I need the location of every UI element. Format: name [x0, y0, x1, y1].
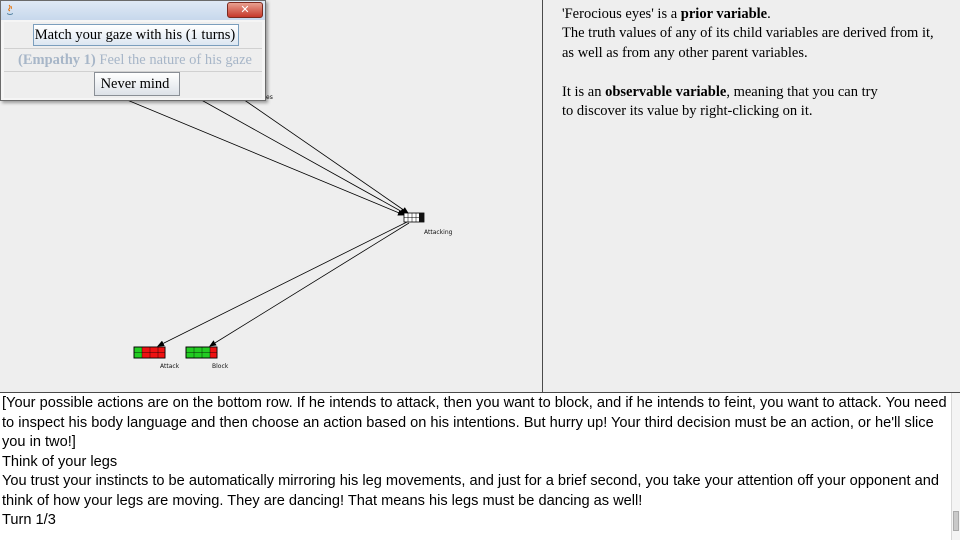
log-line-action-result: You trust your instincts to be automatically mirroring his leg movements, and just for a brief second, you take your attention off your opponent and think of how your legs are moving. They are dancing! That means his legs must be dancing as well! — [2, 473, 939, 509]
log-scrollbar-thumb[interactable] — [953, 511, 959, 531]
popup-titlebar[interactable] — [1, 1, 265, 20]
log-line-turn-counter: Turn 1/3 — [2, 512, 56, 528]
log-scrollbar[interactable] — [951, 393, 960, 540]
node-label-attack: Attack — [160, 363, 180, 370]
info-panel — [543, 0, 960, 392]
option-match-gaze-button[interactable]: Match your gaze with his (1 turns) — [7, 24, 263, 46]
node-block[interactable] — [186, 347, 217, 358]
node-attack[interactable] — [134, 347, 165, 358]
action-popup — [0, 0, 266, 101]
node-label-block: Block — [212, 363, 229, 370]
info-line-4: It is an observable variable, meaning that you can try — [562, 84, 878, 100]
empathy-requirement: (Empathy 1) — [18, 52, 96, 68]
java-icon — [5, 4, 15, 16]
edge-attacking-block — [210, 223, 409, 346]
info-line-3: as well as from any other parent variables. — [562, 45, 808, 61]
edge-parent1-attacking — [120, 97, 404, 215]
edge-parent2-attacking — [196, 97, 406, 214]
node-attacking[interactable] — [404, 213, 424, 222]
close-icon: ✕ — [240, 3, 250, 16]
node-label-attacking: Attacking — [424, 229, 453, 236]
popup-body — [4, 22, 262, 98]
never-mind-button[interactable]: Never mind — [7, 72, 263, 94]
story-log-text — [2, 394, 947, 531]
story-log[interactable] — [0, 393, 951, 540]
edge-parent3-attacking — [240, 97, 408, 213]
log-line-action-title: Think of your legs — [2, 453, 118, 470]
node-label-partial: es — [266, 94, 273, 101]
option-feel-gaze-disabled: (Empathy 1) Feel the nature of his gaze — [18, 52, 252, 68]
edge-attacking-attack — [158, 222, 407, 346]
close-button[interactable] — [227, 2, 263, 18]
info-line-5: to discover its value by right-clicking on it. — [562, 103, 813, 119]
log-line-instructions: [Your possible actions are on the bottom row. If he intends to attack, then you want to block, and if he intends to feint, you want to attack. You need to inspect his body language and then choose an action based on his intentions. But hurry up! Your third decision must be an action, or he'll slice you in two!] — [2, 395, 947, 450]
info-line-1: 'Ferocious eyes' is a prior variable. — [562, 6, 771, 22]
info-line-2: The truth values of any of its child variables are derived from it, — [562, 25, 934, 41]
